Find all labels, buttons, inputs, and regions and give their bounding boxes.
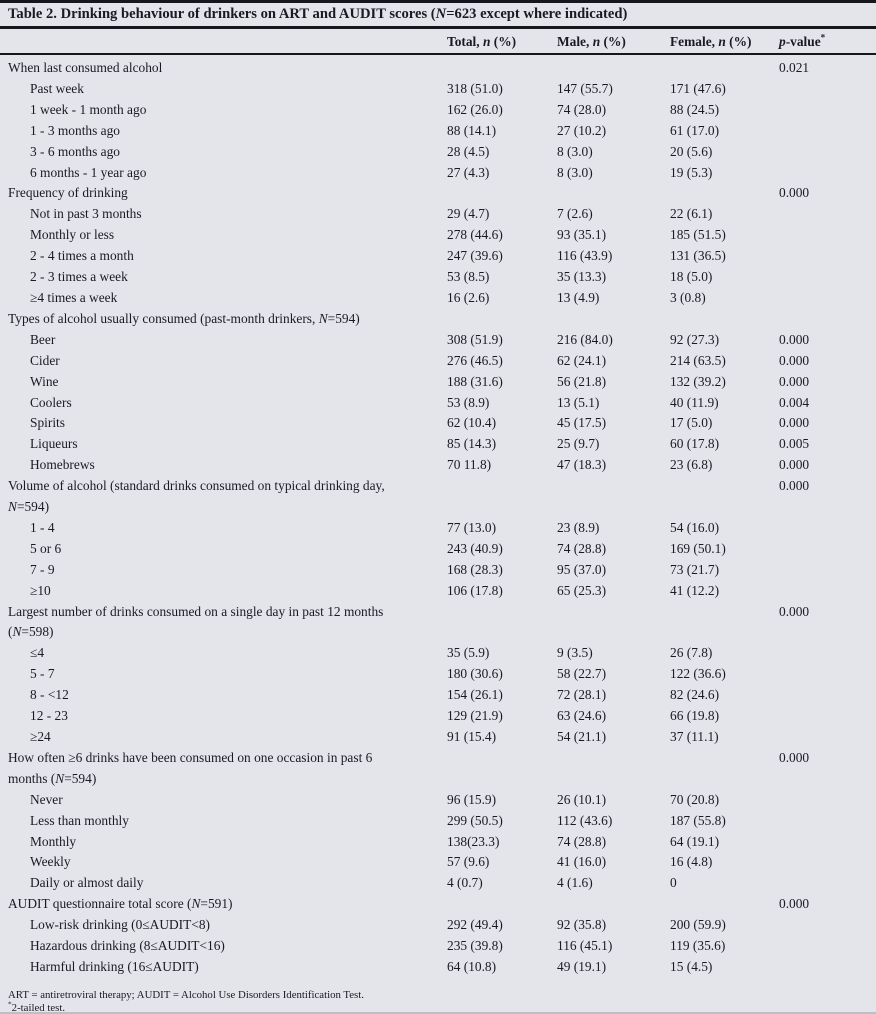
footnote-test [8,999,876,1014]
table-row [0,852,876,873]
cell-male: 216 (84.0) [557,331,613,347]
cell-female: 171 (47.6) [670,80,726,96]
table-row [0,288,876,309]
cell-male: 41 (16.0) [557,854,607,870]
row-label: Monthly or less [30,227,115,243]
cell-total: 57 (9.6) [447,854,490,870]
cell-total: 247 (39.6) [447,248,503,264]
row-label: 3 - 6 months ago [30,143,121,159]
cell-total: 129 (21.9) [447,708,503,724]
cell-male: 74 (28.8) [557,540,607,556]
cell-pvalue: 0.000 [779,603,810,619]
row-label: 5 - 7 [30,666,55,682]
row-label: 5 or 6 [30,540,62,556]
cell-female: 15 (4.5) [670,958,713,974]
row-label: Cider [30,352,60,368]
cell-total: 188 (31.6) [447,373,503,389]
cell-total: 27 (4.3) [447,164,490,180]
cell-male: 45 (17.5) [557,415,607,431]
row-label: Liqueurs [30,436,78,452]
cell-total: 276 (46.5) [447,352,503,368]
section-header-row [0,183,876,204]
footnote-asterisk: * [8,999,12,1009]
table-row [0,225,876,246]
row-label: 2 - 3 times a week [30,269,128,285]
cell-male: 9 (3.5) [557,645,593,661]
cell-male: 13 (4.9) [557,289,600,305]
cell-male: 54 (21.1) [557,729,607,744]
table-row [0,79,876,100]
cell-total: 243 (40.9) [447,540,503,556]
cell-female: 23 (6.8) [670,457,713,473]
table-row [0,560,876,581]
row-label: Largest number of drinks consumed on a single day in past 12 months (N=598) [8,603,384,640]
cell-male: 74 (28.8) [557,833,607,849]
row-label: Never [30,791,63,807]
table-row [0,204,876,225]
row-label: Harmful drinking (16≤AUDIT) [30,958,199,974]
table-row [0,518,876,539]
row-label: Less than monthly [30,812,129,828]
cell-female: 3 (0.8) [670,289,706,305]
table-row [0,163,876,184]
section-header-row [0,602,876,644]
table-row [0,643,876,664]
row-label: Coolers [30,394,72,410]
cell-female: 16 (4.8) [670,854,713,870]
cell-female: 88 (24.5) [670,101,720,117]
cell-male: 25 (9.7) [557,436,600,452]
cell-total: 168 (28.3) [447,561,503,577]
cell-pvalue: 0.000 [779,896,810,912]
col-header-pvalue: p-value* [779,32,826,49]
cell-male: 93 (35.1) [557,227,607,243]
cell-female: 73 (21.7) [670,561,720,577]
cell-total: 62 (10.4) [447,415,497,431]
row-label: 8 - <12 [30,687,69,703]
row-label: 7 - 9 [30,561,55,577]
cell-female: 61 (17.0) [670,122,720,138]
cell-total: 278 (44.6) [447,227,503,243]
cell-female: 0 [670,875,677,891]
section-header-row [0,894,876,915]
cell-female: 66 (19.8) [670,708,720,724]
cell-male: 47 (18.3) [557,457,607,473]
cell-pvalue: 0.000 [779,331,810,347]
cell-female: 119 (35.6) [670,938,726,954]
table-title: Table 2. Drinking behaviour of drinkers on ART and AUDIT scores (N=623 except where indicated) [0,3,876,29]
table-row [0,664,876,685]
cell-male: 74 (28.0) [557,101,607,117]
cell-male: 147 (55.7) [557,80,613,96]
cell-pvalue: 0.000 [779,478,810,494]
cell-total: 4 (0.7) [447,875,483,891]
cell-pvalue: 0.005 [779,436,810,452]
row-label: ≤4 [30,645,45,661]
cell-total: 91 (15.4) [447,729,497,744]
table-header-row [0,29,876,55]
cell-pvalue: 0.000 [779,352,810,368]
col-header-female: Female, n (%) [670,34,752,49]
row-label: Weekly [30,854,71,870]
cell-female: 169 (50.1) [670,540,726,556]
cell-female: 54 (16.0) [670,519,720,535]
cell-male: 8 (3.0) [557,164,593,180]
cell-female: 17 (5.0) [670,415,713,431]
section-header-row [0,309,876,330]
cell-total: 64 (10.8) [447,958,497,974]
col-header-total: Total, n (%) [447,34,517,49]
cell-female: 64 (19.1) [670,833,720,849]
cell-female: 122 (36.6) [670,666,726,682]
table-row [0,246,876,267]
section-header-row [0,748,876,790]
cell-female: 214 (63.5) [670,352,726,368]
cell-male: 92 (35.8) [557,917,607,933]
table-row [0,706,876,727]
cell-female: 82 (24.6) [670,687,720,703]
cell-female: 132 (39.2) [670,373,726,389]
table-row [0,832,876,853]
cell-male: 65 (25.3) [557,582,607,598]
cell-total: 16 (2.6) [447,289,490,305]
row-label: ≥10 [30,582,51,598]
cell-total: 35 (5.9) [447,645,490,661]
row-label: Volume of alcohol (standard drinks consumed on typical drinking day, N=594) [8,478,385,515]
cell-male: 26 (10.1) [557,791,607,807]
col-header-empty [0,33,447,50]
section-header-row [0,58,876,79]
cell-female: 37 (11.1) [670,729,719,744]
row-label: Frequency of drinking [8,185,128,201]
cell-female: 18 (5.0) [670,269,713,285]
cell-total: 299 (50.5) [447,812,503,828]
cell-male: 35 (13.3) [557,269,607,285]
cell-male: 56 (21.8) [557,373,607,389]
cell-male: 112 (43.6) [557,812,613,828]
cell-female: 185 (51.5) [670,227,726,243]
table-row [0,393,876,414]
row-label: AUDIT questionnaire total score (N=591) [8,896,233,912]
table-row [0,372,876,393]
cell-total: 308 (51.9) [447,331,503,347]
row-label: 1 - 3 months ago [30,122,121,138]
cell-male: 58 (22.7) [557,666,607,682]
row-label: When last consumed alcohol [8,60,163,75]
table-row [0,539,876,560]
row-label: Types of alcohol usually consumed (past-month drinkers, N=594) [8,310,360,326]
row-label: Not in past 3 months [30,206,142,222]
row-label: Low-risk drinking (0≤AUDIT<8) [30,917,211,933]
cell-male: 4 (1.6) [557,875,593,891]
cell-female: 19 (5.3) [670,164,713,180]
table-row [0,413,876,434]
row-label: How often ≥6 drinks have been consumed on one occasion in past 6 months (N=594) [8,749,373,786]
cell-male: 7 (2.6) [557,206,593,222]
table-row [0,351,876,372]
row-label: 12 - 23 [30,708,68,724]
row-label: Monthly [30,833,77,849]
row-label: 2 - 4 times a month [30,248,134,264]
row-label: Spirits [30,415,65,431]
row-label: Past week [30,80,84,96]
table-row [0,811,876,832]
cell-total: 154 (26.1) [447,687,503,703]
row-label: Wine [30,373,59,389]
cell-female: 41 (12.2) [670,582,720,598]
cell-female: 131 (36.5) [670,248,726,264]
cell-total: 70 11.8) [447,457,492,473]
cell-total: 29 (4.7) [447,206,490,222]
table-row [0,915,876,936]
table-row [0,142,876,163]
cell-total: 138(23.3) [447,833,500,849]
cell-male: 72 (28.1) [557,687,607,703]
cell-female: 70 (20.8) [670,791,720,807]
cell-total: 235 (39.8) [447,938,503,954]
cell-male: 49 (19.1) [557,958,607,974]
cell-total: 53 (8.9) [447,394,490,410]
table-row [0,685,876,706]
cell-total: 162 (26.0) [447,101,503,117]
footnote-test-text: 2-tailed test. [11,1002,66,1014]
cell-total: 180 (30.6) [447,666,503,682]
row-label: 6 months - 1 year ago [30,164,147,180]
cell-total: 77 (13.0) [447,519,497,535]
cell-male: 63 (24.6) [557,708,607,724]
row-label: ≥24 [30,729,51,744]
cell-pvalue: 0.021 [779,60,810,75]
table-row [0,330,876,351]
row-label: Homebrews [30,457,95,473]
cell-total: 28 (4.5) [447,143,490,159]
row-label: 1 - 4 [30,519,55,535]
cell-female: 20 (5.6) [670,143,713,159]
table-row [0,790,876,811]
table-footnotes [0,989,876,1014]
cell-male: 62 (24.1) [557,352,607,368]
table-row [0,727,876,748]
row-label: Hazardous drinking (8≤AUDIT<16) [30,938,225,954]
cell-female: 22 (6.1) [670,206,713,222]
row-label: ≥4 times a week [30,289,118,305]
footnote-abbreviations: ART = antiretroviral therapy; AUDIT = Alcohol Use Disorders Identification Test. [8,988,364,1001]
cell-total: 292 (49.4) [447,917,503,933]
cell-total: 53 (8.5) [447,269,490,285]
cell-female: 200 (59.9) [670,917,726,933]
table-row [0,873,876,894]
cell-male: 23 (8.9) [557,519,600,535]
cell-male: 27 (10.2) [557,122,607,138]
table-body [0,55,876,978]
cell-total: 96 (15.9) [447,791,497,807]
cell-female: 60 (17.8) [670,436,720,452]
row-label: Beer [30,331,56,347]
col-header-male: Male, n (%) [557,34,626,49]
cell-male: 13 (5.1) [557,394,600,410]
cell-pvalue: 0.000 [779,185,810,201]
section-header-row [0,476,876,518]
table-row [0,100,876,121]
cell-pvalue: 0.004 [779,394,810,410]
cell-total: 88 (14.1) [447,122,497,138]
row-label: Daily or almost daily [30,875,144,891]
table-row [0,957,876,978]
cell-male: 116 (43.9) [557,248,613,264]
cell-pvalue: 0.000 [779,415,810,431]
cell-male: 116 (45.1) [557,938,613,954]
cell-female: 40 (11.9) [670,394,719,410]
cell-pvalue: 0.000 [779,373,810,389]
table-row [0,121,876,142]
cell-total: 85 (14.3) [447,436,497,452]
table-row [0,267,876,288]
cell-female: 92 (27.3) [670,331,720,347]
cell-total: 106 (17.8) [447,582,503,598]
cell-male: 95 (37.0) [557,561,607,577]
row-label: 1 week - 1 month ago [30,101,147,117]
cell-female: 26 (7.8) [670,645,713,661]
cell-total: 318 (51.0) [447,80,503,96]
table-row [0,936,876,957]
table-row [0,581,876,602]
table-row [0,434,876,455]
cell-pvalue: 0.000 [779,749,810,765]
cell-pvalue: 0.000 [779,457,810,473]
cell-female: 187 (55.8) [670,812,726,828]
table-row [0,455,876,476]
cell-male: 8 (3.0) [557,143,593,159]
